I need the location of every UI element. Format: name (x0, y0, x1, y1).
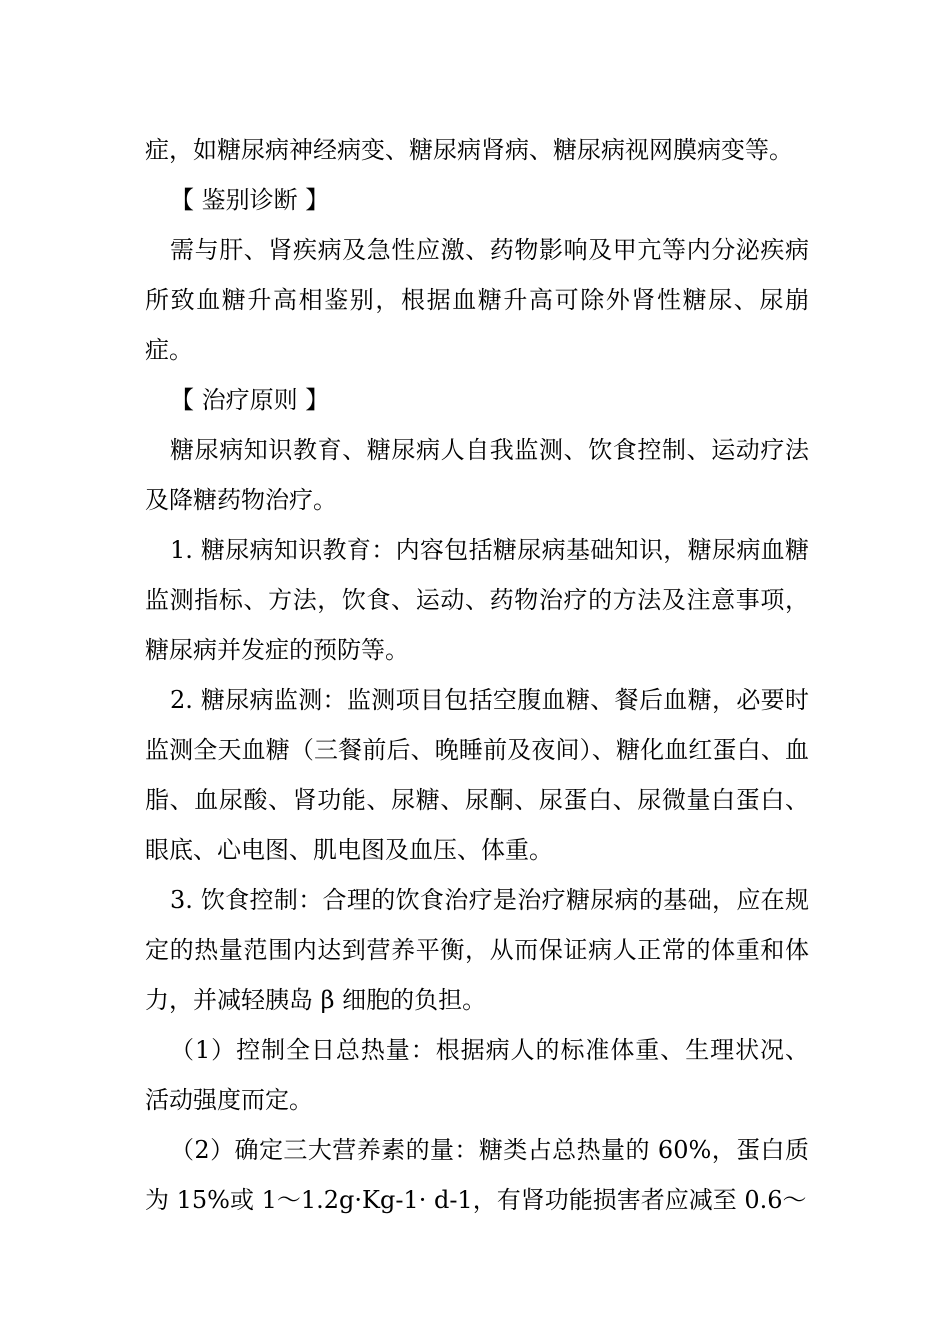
paragraph-complications-continued: 症，如糖尿病神经病变、糖尿病肾病、糖尿病视网膜病变等。 (145, 136, 793, 164)
paragraph-differential-diagnosis: 需与肝、肾疾病及急性应激、药物影响及甲亢等内分泌疾病所致血糖升高相鉴别，根据血糖升高可除外肾性糖尿、尿崩症。 (145, 236, 809, 364)
document-body (145, 125, 809, 1225)
paragraph-diabetes-monitoring: 2. 糖尿病监测：监测项目包括空腹血糖、餐后血糖，必要时监测全天血糖（三餐前后、晚睡前及夜间）、糖化血红蛋白、血脂、血尿酸、肾功能、尿糖、尿酮、尿蛋白、尿微量白蛋白、眼底、心电图、肌电图及血压、体重。 (145, 686, 809, 864)
section-heading-treatment-principles: 【 治疗原则 】 (170, 386, 330, 414)
paragraph-total-calories: （1）控制全日总热量：根据病人的标准体重、生理状况、活动强度而定。 (145, 1036, 809, 1114)
paragraph-diet-control: 3. 饮食控制：合理的饮食治疗是治疗糖尿病的基础，应在规定的热量范围内达到营养平衡，从而保证病人正常的体重和体力，并减轻胰岛 β 细胞的负担。 (145, 886, 809, 1014)
paragraph-treatment-overview: 糖尿病知识教育、糖尿病人自我监测、饮食控制、运动疗法及降糖药物治疗。 (145, 436, 809, 514)
section-heading-differential-diagnosis: 【 鉴别诊断 】 (170, 186, 330, 214)
paragraph-diabetes-education: 1. 糖尿病知识教育：内容包括糖尿病基础知识，糖尿病血糖监测指标、方法，饮食、运动、药物治疗的方法及注意事项，糖尿病并发症的预防等。 (145, 536, 809, 664)
paragraph-macronutrients: （2）确定三大营养素的量：糖类占总热量的 60%，蛋白质为 15%或 1～1.2g·Kg-1· d-1，有肾功能损害者应减至 0.6～ (145, 1136, 809, 1214)
